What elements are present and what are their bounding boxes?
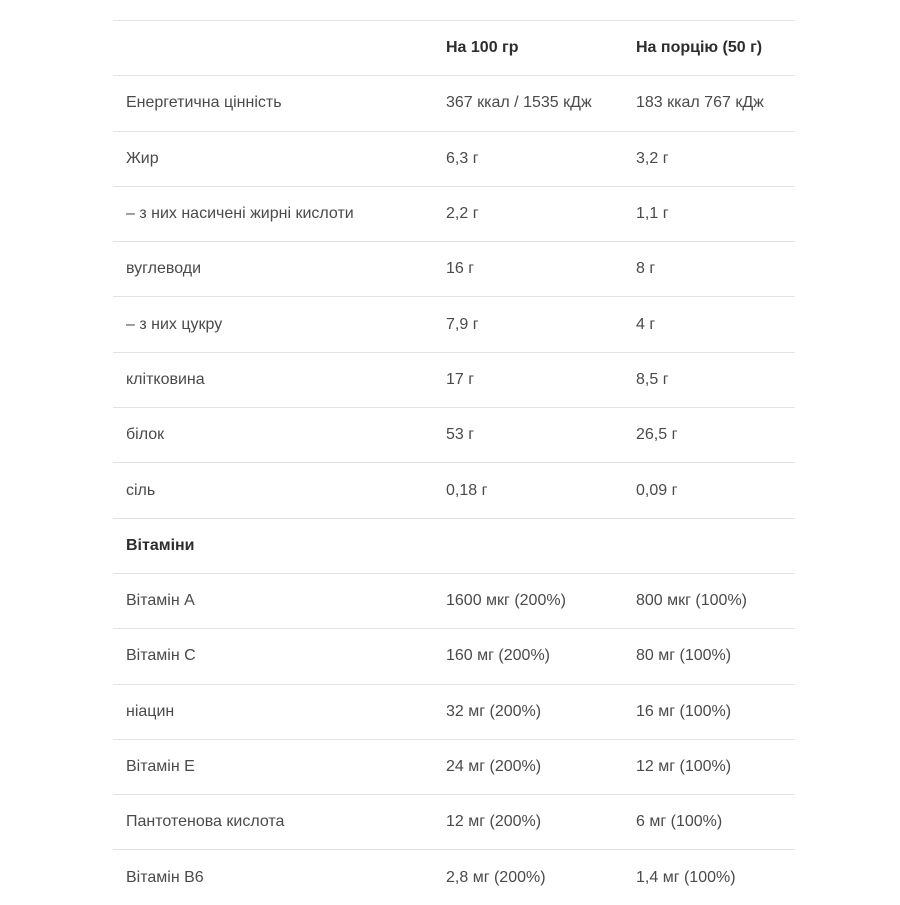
vitamin-per-serving: 12 мг (100%): [636, 758, 732, 775]
vitamin-name: ніацин: [126, 702, 175, 720]
vitamin-per-serving: 16 мг (100%): [636, 702, 732, 720]
nutrient-per-100g: 53 г: [446, 426, 475, 444]
nutrient-name: Енергетична цінність: [126, 94, 282, 112]
nutrient-name: – з них цукру: [126, 315, 223, 333]
vitamin-per-100g: 1600 мкг (200%): [446, 592, 566, 610]
nutrient-per-serving: 8 г: [636, 260, 656, 278]
vitamin-per-serving: 1,4 мг (100%): [636, 868, 736, 886]
nutrient-per-100g: 0,18 г: [446, 481, 488, 499]
nutrition-table: [113, 20, 795, 905]
nutrient-per-serving: 183 ккал 767 кДж: [636, 94, 764, 112]
nutrient-per-serving: 4 г: [636, 315, 656, 333]
nutrient-per-serving: 26,5 г: [636, 426, 678, 444]
table-row: [113, 75, 795, 130]
table-row: [113, 462, 795, 517]
vitamin-per-100g: 2,8 мг (200%): [446, 868, 546, 886]
table-row: [113, 739, 795, 794]
nutrient-name: білок: [126, 426, 165, 444]
nutrient-per-100g: 7,9 г: [446, 315, 479, 333]
table-row: [113, 849, 795, 904]
vitamin-name: Вітамін С: [126, 647, 196, 665]
table-row: [113, 186, 795, 241]
table-row: [113, 794, 795, 849]
nutrient-name: вуглеводи: [126, 260, 202, 278]
nutrient-name: клітковина: [126, 370, 205, 388]
vitamin-per-100g: 12 мг (200%): [446, 813, 542, 831]
vitamin-per-serving: 80 мг (100%): [636, 647, 732, 665]
nutrient-per-serving: 8,5 г: [636, 370, 669, 388]
nutrient-per-100g: 2,2 г: [446, 205, 479, 223]
table-header-row: [113, 20, 795, 75]
vitamin-per-serving: 800 мкг (100%): [636, 592, 747, 610]
table-row: [113, 684, 795, 739]
nutrient-per-100g: 16 г: [446, 260, 475, 278]
table-row: [113, 131, 795, 186]
header-per-serving: На порцію (50 г): [636, 39, 763, 57]
table-row: [113, 573, 795, 628]
section-title: Вітаміни: [126, 536, 195, 554]
vitamin-per-100g: 24 мг (200%): [446, 758, 542, 775]
vitamin-name: Вітамін В6: [126, 868, 204, 886]
table-row: [113, 352, 795, 407]
nutrient-per-serving: 1,1 г: [636, 205, 669, 223]
table-row: [113, 628, 795, 683]
table-row: [113, 241, 795, 296]
vitamin-per-100g: 160 мг (200%): [446, 647, 550, 665]
vitamin-name: Вітамін Е: [126, 758, 195, 775]
nutrient-name: – з них насичені жирні кислоти: [126, 205, 354, 223]
header-per-100g: На 100 гр: [446, 39, 519, 57]
vitamin-per-serving: 6 мг (100%): [636, 813, 723, 831]
nutrient-per-serving: 3,2 г: [636, 149, 669, 167]
nutrient-per-100g: 17 г: [446, 370, 475, 388]
nutrient-per-100g: 367 ккал / 1535 кДж: [446, 94, 592, 112]
table-row: [113, 296, 795, 351]
vitamin-name: Пантотенова кислота: [126, 813, 285, 831]
nutrient-name: сіль: [126, 481, 156, 499]
vitamin-name: Вітамін А: [126, 592, 195, 610]
nutrient-per-100g: 6,3 г: [446, 149, 479, 167]
section-row-vitamins: [113, 518, 795, 573]
nutrient-name: Жир: [126, 149, 159, 167]
vitamin-per-100g: 32 мг (200%): [446, 702, 542, 720]
nutrient-per-serving: 0,09 г: [636, 481, 678, 499]
table-row: [113, 407, 795, 462]
